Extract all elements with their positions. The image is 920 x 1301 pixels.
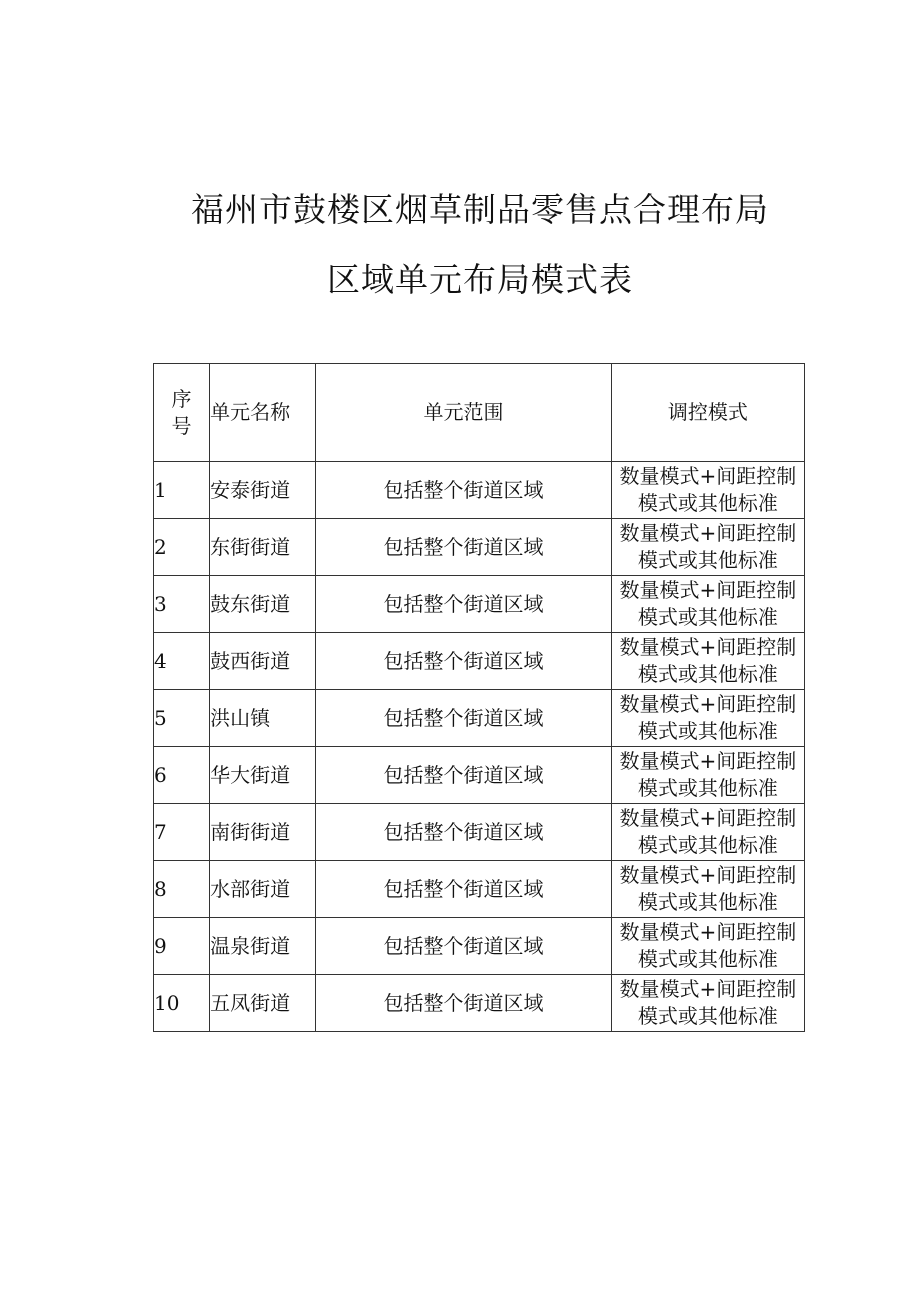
table-body bbox=[154, 364, 805, 1032]
control-mode-line-2: 模式或其他标准 bbox=[637, 1004, 778, 1028]
unit-range: 包括整个街道区域 bbox=[316, 519, 611, 576]
control-mode-line-2: 模式或其他标准 bbox=[637, 947, 778, 971]
unit-range: 包括整个街道区域 bbox=[316, 804, 611, 861]
table-row bbox=[154, 462, 805, 519]
row-number: 10 bbox=[154, 975, 210, 1032]
table-row bbox=[154, 576, 805, 633]
unit-name: 东街街道 bbox=[210, 519, 316, 576]
row-number: 2 bbox=[154, 519, 210, 576]
control-mode-line-2: 模式或其他标准 bbox=[637, 548, 778, 572]
unit-name: 洪山镇 bbox=[210, 690, 316, 747]
header-range: 单元范围 bbox=[316, 364, 611, 462]
control-mode bbox=[611, 975, 804, 1032]
unit-range: 包括整个街道区域 bbox=[316, 576, 611, 633]
unit-name: 温泉街道 bbox=[210, 918, 316, 975]
page-subtitle: 区域单元布局模式表 bbox=[327, 260, 633, 299]
control-mode-line-2: 模式或其他标准 bbox=[637, 605, 778, 629]
table-row bbox=[154, 519, 805, 576]
unit-name: 水部街道 bbox=[210, 861, 316, 918]
row-number: 5 bbox=[154, 690, 210, 747]
control-mode bbox=[611, 519, 804, 576]
unit-range: 包括整个街道区域 bbox=[316, 633, 611, 690]
control-mode bbox=[611, 633, 804, 690]
unit-range: 包括整个街道区域 bbox=[316, 861, 611, 918]
layout-mode-table bbox=[153, 363, 805, 1032]
control-mode-line-1: 数量模式+间距控制 bbox=[619, 806, 797, 830]
table-row bbox=[154, 804, 805, 861]
control-mode bbox=[611, 918, 804, 975]
header-name: 单元名称 bbox=[210, 364, 316, 462]
unit-name: 安泰街道 bbox=[210, 462, 316, 519]
control-mode-line-2: 模式或其他标准 bbox=[637, 833, 778, 857]
unit-name: 鼓东街道 bbox=[210, 576, 316, 633]
table-row bbox=[154, 861, 805, 918]
header-no bbox=[154, 364, 210, 462]
table-row bbox=[154, 633, 805, 690]
unit-range: 包括整个街道区域 bbox=[316, 690, 611, 747]
control-mode-line-1: 数量模式+间距控制 bbox=[619, 920, 797, 944]
control-mode-line-1: 数量模式+间距控制 bbox=[619, 578, 797, 602]
row-number: 6 bbox=[154, 747, 210, 804]
control-mode bbox=[611, 861, 804, 918]
control-mode-line-2: 模式或其他标准 bbox=[637, 890, 778, 914]
table-row bbox=[154, 690, 805, 747]
control-mode-line-1: 数量模式+间距控制 bbox=[619, 692, 797, 716]
control-mode bbox=[611, 462, 804, 519]
row-number: 8 bbox=[154, 861, 210, 918]
control-mode-line-2: 模式或其他标准 bbox=[637, 719, 778, 743]
unit-name: 华大街道 bbox=[210, 747, 316, 804]
control-mode bbox=[611, 804, 804, 861]
control-mode-line-1: 数量模式+间距控制 bbox=[619, 977, 797, 1001]
control-mode-line-1: 数量模式+间距控制 bbox=[619, 464, 797, 488]
control-mode-line-2: 模式或其他标准 bbox=[637, 491, 778, 515]
unit-name: 鼓西街道 bbox=[210, 633, 316, 690]
page-title: 福州市鼓楼区烟草制品零售点合理布局 bbox=[191, 190, 769, 229]
table-row bbox=[154, 918, 805, 975]
row-number: 9 bbox=[154, 918, 210, 975]
control-mode-line-1: 数量模式+间距控制 bbox=[619, 749, 797, 773]
row-number: 3 bbox=[154, 576, 210, 633]
control-mode-line-1: 数量模式+间距控制 bbox=[619, 521, 797, 545]
control-mode bbox=[611, 690, 804, 747]
unit-range: 包括整个街道区域 bbox=[316, 918, 611, 975]
table-row bbox=[154, 975, 805, 1032]
row-number: 7 bbox=[154, 804, 210, 861]
header-no-char-2: 号 bbox=[171, 413, 192, 438]
control-mode-line-1: 数量模式+间距控制 bbox=[619, 863, 797, 887]
control-mode-line-1: 数量模式+间距控制 bbox=[619, 635, 797, 659]
control-mode bbox=[611, 576, 804, 633]
row-number: 4 bbox=[154, 633, 210, 690]
unit-name: 南街街道 bbox=[210, 804, 316, 861]
unit-name: 五凤街道 bbox=[210, 975, 316, 1032]
table-row bbox=[154, 747, 805, 804]
row-number: 1 bbox=[154, 462, 210, 519]
unit-range: 包括整个街道区域 bbox=[316, 975, 611, 1032]
header-mode: 调控模式 bbox=[611, 364, 804, 462]
control-mode-line-2: 模式或其他标准 bbox=[637, 662, 778, 686]
table-header-row bbox=[154, 364, 805, 462]
unit-range: 包括整个街道区域 bbox=[316, 462, 611, 519]
unit-range: 包括整个街道区域 bbox=[316, 747, 611, 804]
header-no-char-1: 序 bbox=[171, 386, 192, 411]
control-mode bbox=[611, 747, 804, 804]
control-mode-line-2: 模式或其他标准 bbox=[637, 776, 778, 800]
